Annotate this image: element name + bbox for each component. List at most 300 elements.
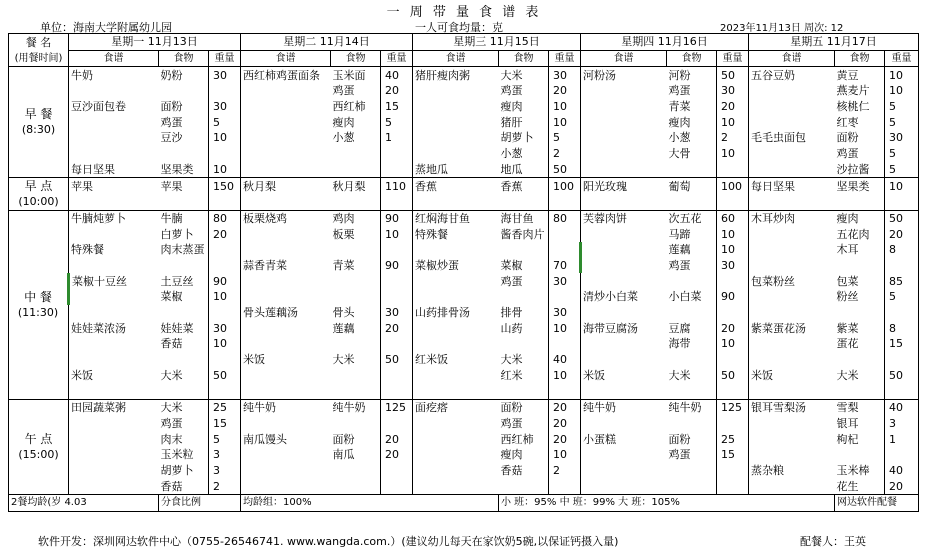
menu-row bbox=[9, 67, 919, 83]
menu-row bbox=[9, 178, 919, 194]
recipe-cell-wed: 山药排骨汤 bbox=[413, 305, 499, 321]
subheader-recipe-thu: 食谱 bbox=[581, 50, 667, 67]
weight-cell-fri: 8 bbox=[885, 242, 919, 258]
weight-cell-thu: 30 bbox=[717, 258, 749, 274]
food-cell-thu: 小葱 bbox=[667, 130, 717, 146]
recipe-cell-thu bbox=[581, 463, 667, 479]
footer-software: 软件开发：深圳网达软件中心（0755-26546741. www.wangda.com.）(建议幼儿每天在家饮奶5碗,以保证钙摄入量) bbox=[38, 535, 619, 548]
menu-row bbox=[9, 431, 919, 447]
weight-cell-thu: 100 bbox=[717, 178, 749, 194]
food-cell-mon: 大米 bbox=[159, 399, 209, 415]
weight-cell-mon bbox=[209, 383, 241, 399]
weight-cell-wed bbox=[549, 478, 581, 494]
weight-cell-mon: 90 bbox=[209, 273, 241, 289]
weight-cell-fri: 30 bbox=[885, 130, 919, 146]
weight-cell-tue: 10 bbox=[381, 226, 413, 242]
weight-cell-mon: 50 bbox=[209, 367, 241, 383]
weight-cell-tue: 20 bbox=[381, 320, 413, 336]
recipe-cell-tue: 纯牛奶 bbox=[241, 399, 331, 415]
recipe-cell-mon bbox=[69, 146, 159, 162]
food-cell-wed: 海甘鱼 bbox=[499, 210, 549, 226]
food-cell-tue bbox=[331, 478, 381, 494]
recipe-cell-fri bbox=[749, 114, 835, 130]
recipe-cell-fri: 毛毛虫面包 bbox=[749, 130, 835, 146]
recipe-cell-thu: 小蛋糕 bbox=[581, 431, 667, 447]
weight-cell-wed bbox=[549, 289, 581, 305]
recipe-cell-tue bbox=[241, 463, 331, 479]
recipe-cell-fri: 木耳炒肉 bbox=[749, 210, 835, 226]
food-cell-tue: 秋月梨 bbox=[331, 178, 381, 194]
food-cell-tue: 纯牛奶 bbox=[331, 399, 381, 415]
weight-cell-tue bbox=[381, 194, 413, 210]
recipe-cell-tue bbox=[241, 146, 331, 162]
food-cell-wed: 大米 bbox=[499, 352, 549, 368]
recipe-cell-wed: 红米饭 bbox=[413, 352, 499, 368]
food-cell-thu bbox=[667, 478, 717, 494]
weight-cell-thu bbox=[717, 162, 749, 178]
food-cell-fri: 花生 bbox=[835, 478, 885, 494]
weight-cell-fri: 10 bbox=[885, 83, 919, 99]
recipe-cell-fri bbox=[749, 83, 835, 99]
food-cell-fri bbox=[835, 352, 885, 368]
recipe-cell-mon bbox=[69, 226, 159, 242]
weight-cell-fri bbox=[885, 258, 919, 274]
subheader-recipe-wed: 食谱 bbox=[413, 50, 499, 67]
recipe-cell-mon bbox=[69, 258, 159, 274]
weight-cell-mon: 10 bbox=[209, 130, 241, 146]
weight-cell-thu: 10 bbox=[717, 226, 749, 242]
menu-row bbox=[9, 242, 919, 258]
meal-name: 早 点 bbox=[24, 178, 53, 193]
recipe-cell-fri bbox=[749, 162, 835, 178]
food-cell-tue: 鸡蛋 bbox=[331, 83, 381, 99]
weight-cell-wed bbox=[549, 336, 581, 352]
food-cell-mon: 娃娃菜 bbox=[159, 320, 209, 336]
meal-label bbox=[9, 67, 69, 178]
food-cell-fri bbox=[835, 258, 885, 274]
food-cell-mon: 菜椒 bbox=[159, 289, 209, 305]
recipe-cell-fri bbox=[749, 416, 835, 432]
food-cell-tue: 西红柿 bbox=[331, 99, 381, 115]
food-cell-thu: 葡萄 bbox=[667, 178, 717, 194]
weight-cell-fri: 10 bbox=[885, 67, 919, 83]
meal-label bbox=[9, 178, 69, 210]
subheader-food-tue: 食物 bbox=[331, 50, 381, 67]
unit-label: 单位：海南大学附属幼儿园 bbox=[40, 21, 172, 34]
food-cell-fri: 红枣 bbox=[835, 114, 885, 130]
weight-cell-mon bbox=[209, 305, 241, 321]
weight-cell-mon: 25 bbox=[209, 399, 241, 415]
recipe-cell-tue bbox=[241, 273, 331, 289]
weight-cell-thu: 30 bbox=[717, 83, 749, 99]
weight-cell-tue: 90 bbox=[381, 258, 413, 274]
recipe-cell-wed bbox=[413, 114, 499, 130]
recipe-cell-fri: 银耳雪梨汤 bbox=[749, 399, 835, 415]
food-cell-wed: 地瓜 bbox=[499, 162, 549, 178]
food-cell-tue bbox=[331, 383, 381, 399]
weight-cell-tue: 125 bbox=[381, 399, 413, 415]
weight-cell-thu: 20 bbox=[717, 99, 749, 115]
recipe-cell-fri bbox=[749, 146, 835, 162]
intake-label: 一人可食均量：克 bbox=[415, 21, 503, 34]
recipe-cell-thu bbox=[581, 130, 667, 146]
food-cell-thu bbox=[667, 194, 717, 210]
menu-row bbox=[9, 194, 919, 210]
summary-software: 网达软件配餐 bbox=[835, 494, 919, 511]
weight-cell-fri: 5 bbox=[885, 162, 919, 178]
recipe-cell-fri bbox=[749, 447, 835, 463]
food-cell-thu bbox=[667, 383, 717, 399]
subheader-weight-thu: 重量 bbox=[717, 50, 749, 67]
food-cell-fri: 燕麦片 bbox=[835, 83, 885, 99]
day-header-tue: 星期二 11月14日 bbox=[241, 34, 413, 51]
summary-avg-age: 2餐均龄(岁 4.03 bbox=[9, 494, 159, 511]
recipe-cell-mon: 每日坚果 bbox=[69, 162, 159, 178]
food-cell-mon bbox=[159, 83, 209, 99]
weight-cell-thu bbox=[717, 194, 749, 210]
food-cell-fri: 包菜 bbox=[835, 273, 885, 289]
recipe-cell-thu bbox=[581, 383, 667, 399]
food-cell-fri: 紫菜 bbox=[835, 320, 885, 336]
weight-cell-mon bbox=[209, 146, 241, 162]
food-cell-fri: 黄豆 bbox=[835, 67, 885, 83]
weight-cell-thu: 15 bbox=[717, 447, 749, 463]
food-cell-fri: 雪梨 bbox=[835, 399, 885, 415]
footer-chef: 配餐人：王英 bbox=[800, 535, 866, 548]
weight-cell-fri: 20 bbox=[885, 226, 919, 242]
weight-cell-mon: 10 bbox=[209, 162, 241, 178]
weight-cell-thu: 10 bbox=[717, 336, 749, 352]
recipe-cell-fri: 蒸杂粮 bbox=[749, 463, 835, 479]
food-cell-wed: 鸡蛋 bbox=[499, 273, 549, 289]
food-cell-thu bbox=[667, 162, 717, 178]
menu-row bbox=[9, 289, 919, 305]
food-cell-tue bbox=[331, 463, 381, 479]
recipe-cell-fri bbox=[749, 478, 835, 494]
food-cell-fri: 木耳 bbox=[835, 242, 885, 258]
weight-cell-wed: 50 bbox=[549, 162, 581, 178]
weight-cell-thu: 2 bbox=[717, 130, 749, 146]
recipe-cell-wed: 红焖海甘鱼 bbox=[413, 210, 499, 226]
recipe-cell-mon: 菜椒十豆丝 bbox=[69, 273, 159, 289]
weight-cell-fri: 5 bbox=[885, 99, 919, 115]
weight-cell-tue bbox=[381, 289, 413, 305]
food-cell-thu bbox=[667, 273, 717, 289]
recipe-cell-mon: 娃娃菜浓汤 bbox=[69, 320, 159, 336]
meal-time-header: (用餐时间) bbox=[9, 50, 69, 67]
food-cell-tue: 鸡肉 bbox=[331, 210, 381, 226]
recipe-cell-mon: 田园蔬菜粥 bbox=[69, 399, 159, 415]
recipe-cell-wed bbox=[413, 83, 499, 99]
weight-cell-fri: 3 bbox=[885, 416, 919, 432]
summary-class-ratio: 小 班：95% 中 班：99% 大 班：105% bbox=[499, 494, 835, 511]
date-info: 2023年11月13日 周次: 12 bbox=[720, 23, 844, 34]
weight-cell-mon bbox=[209, 258, 241, 274]
food-cell-thu: 纯牛奶 bbox=[667, 399, 717, 415]
menu-table bbox=[8, 33, 919, 512]
weight-cell-wed: 40 bbox=[549, 352, 581, 368]
weight-cell-wed bbox=[549, 194, 581, 210]
recipe-cell-thu bbox=[581, 447, 667, 463]
recipe-cell-wed bbox=[413, 130, 499, 146]
header-row-days bbox=[9, 34, 919, 51]
recipe-cell-tue bbox=[241, 383, 331, 399]
food-cell-mon: 香菇 bbox=[159, 336, 209, 352]
weight-cell-tue bbox=[381, 242, 413, 258]
food-cell-mon: 大米 bbox=[159, 367, 209, 383]
recipe-cell-tue bbox=[241, 194, 331, 210]
weight-cell-mon bbox=[209, 242, 241, 258]
weight-cell-wed: 10 bbox=[549, 447, 581, 463]
recipe-cell-thu bbox=[581, 416, 667, 432]
meal-time: (8:30) bbox=[21, 123, 56, 137]
food-cell-thu: 鸡蛋 bbox=[667, 83, 717, 99]
food-cell-wed: 鸡蛋 bbox=[499, 416, 549, 432]
food-cell-fri: 大米 bbox=[835, 367, 885, 383]
food-cell-wed: 菜椒 bbox=[499, 258, 549, 274]
menu-row bbox=[9, 352, 919, 368]
food-cell-thu: 河粉 bbox=[667, 67, 717, 83]
food-cell-mon: 豆沙 bbox=[159, 130, 209, 146]
food-cell-thu: 瘦肉 bbox=[667, 114, 717, 130]
food-cell-tue: 青菜 bbox=[331, 258, 381, 274]
menu-row bbox=[9, 226, 919, 242]
menu-row bbox=[9, 383, 919, 399]
recipe-cell-tue: 秋月梨 bbox=[241, 178, 331, 194]
weight-cell-thu bbox=[717, 478, 749, 494]
food-cell-wed: 红米 bbox=[499, 367, 549, 383]
food-cell-mon bbox=[159, 194, 209, 210]
weight-cell-mon: 80 bbox=[209, 210, 241, 226]
food-cell-mon bbox=[159, 146, 209, 162]
weight-cell-tue: 1 bbox=[381, 130, 413, 146]
subheader-food-fri: 食物 bbox=[835, 50, 885, 67]
food-cell-thu: 鸡蛋 bbox=[667, 258, 717, 274]
food-cell-wed: 瘦肉 bbox=[499, 99, 549, 115]
weight-cell-wed: 100 bbox=[549, 178, 581, 194]
weight-cell-thu bbox=[717, 383, 749, 399]
recipe-cell-fri bbox=[749, 431, 835, 447]
weight-cell-thu bbox=[717, 352, 749, 368]
recipe-cell-mon: 米饭 bbox=[69, 367, 159, 383]
food-cell-wed: 香蕉 bbox=[499, 178, 549, 194]
food-cell-wed bbox=[499, 383, 549, 399]
menu-row bbox=[9, 130, 919, 146]
weight-cell-tue: 20 bbox=[381, 431, 413, 447]
recipe-cell-tue: 蒜香青菜 bbox=[241, 258, 331, 274]
recipe-cell-mon: 苹果 bbox=[69, 178, 159, 194]
weight-cell-tue bbox=[381, 336, 413, 352]
day-header-mon: 星期一 11月13日 bbox=[69, 34, 241, 51]
weight-cell-thu: 20 bbox=[717, 320, 749, 336]
recipe-cell-thu: 清炒小白菜 bbox=[581, 289, 667, 305]
food-cell-wed bbox=[499, 336, 549, 352]
summary-group-ratio: 均龄组：100% bbox=[241, 494, 499, 511]
food-cell-thu: 大骨 bbox=[667, 146, 717, 162]
menu-row bbox=[9, 114, 919, 130]
recipe-cell-thu bbox=[581, 99, 667, 115]
menu-row bbox=[9, 273, 919, 289]
weight-cell-fri: 15 bbox=[885, 336, 919, 352]
weight-cell-fri: 5 bbox=[885, 146, 919, 162]
recipe-cell-wed bbox=[413, 416, 499, 432]
food-cell-tue bbox=[331, 273, 381, 289]
menu-row bbox=[9, 463, 919, 479]
subheader-weight-mon: 重量 bbox=[209, 50, 241, 67]
food-cell-thu: 鸡蛋 bbox=[667, 447, 717, 463]
food-cell-thu: 青菜 bbox=[667, 99, 717, 115]
weight-cell-tue: 5 bbox=[381, 114, 413, 130]
weight-cell-fri: 20 bbox=[885, 478, 919, 494]
day-header-fri: 星期五 11月17日 bbox=[749, 34, 919, 51]
weight-cell-tue: 30 bbox=[381, 305, 413, 321]
weight-cell-wed: 10 bbox=[549, 99, 581, 115]
recipe-cell-fri bbox=[749, 289, 835, 305]
recipe-cell-fri bbox=[749, 226, 835, 242]
weight-cell-mon: 3 bbox=[209, 463, 241, 479]
recipe-cell-tue bbox=[241, 367, 331, 383]
weight-cell-wed: 10 bbox=[549, 320, 581, 336]
recipe-cell-mon: 牛腩炖萝卜 bbox=[69, 210, 159, 226]
subheader-food-thu: 食物 bbox=[667, 50, 717, 67]
weight-cell-mon: 30 bbox=[209, 99, 241, 115]
weight-cell-mon bbox=[209, 352, 241, 368]
recipe-cell-mon bbox=[69, 336, 159, 352]
weight-cell-wed: 10 bbox=[549, 367, 581, 383]
food-cell-tue bbox=[331, 194, 381, 210]
weight-cell-wed: 2 bbox=[549, 463, 581, 479]
food-cell-mon bbox=[159, 305, 209, 321]
food-cell-wed: 猪肝 bbox=[499, 114, 549, 130]
food-cell-thu: 次五花 bbox=[667, 210, 717, 226]
recipe-cell-fri bbox=[749, 352, 835, 368]
weight-cell-mon: 2 bbox=[209, 478, 241, 494]
recipe-cell-thu bbox=[581, 305, 667, 321]
recipe-cell-thu: 纯牛奶 bbox=[581, 399, 667, 415]
weight-cell-thu: 125 bbox=[717, 399, 749, 415]
food-cell-mon: 鸡蛋 bbox=[159, 114, 209, 130]
subheader-recipe-mon: 食谱 bbox=[69, 50, 159, 67]
weight-cell-thu: 60 bbox=[717, 210, 749, 226]
weight-cell-mon bbox=[209, 194, 241, 210]
food-cell-mon: 肉末蒸蛋 bbox=[159, 242, 209, 258]
recipe-cell-thu bbox=[581, 83, 667, 99]
recipe-cell-tue bbox=[241, 336, 331, 352]
food-cell-thu bbox=[667, 416, 717, 432]
weight-cell-tue bbox=[381, 367, 413, 383]
food-cell-tue: 瘦肉 bbox=[331, 114, 381, 130]
food-cell-mon: 坚果类 bbox=[159, 162, 209, 178]
food-cell-wed: 山药 bbox=[499, 320, 549, 336]
recipe-cell-thu bbox=[581, 194, 667, 210]
food-cell-tue: 莲藕 bbox=[331, 320, 381, 336]
recipe-cell-mon bbox=[69, 289, 159, 305]
weight-cell-thu bbox=[717, 305, 749, 321]
weight-cell-wed bbox=[549, 226, 581, 242]
recipe-cell-tue: 南瓜馒头 bbox=[241, 431, 331, 447]
recipe-cell-tue bbox=[241, 99, 331, 115]
weight-cell-thu bbox=[717, 416, 749, 432]
food-cell-mon: 肉末 bbox=[159, 431, 209, 447]
meal-name: 早 餐 bbox=[24, 107, 53, 122]
weight-cell-thu: 10 bbox=[717, 114, 749, 130]
meal-label bbox=[9, 399, 69, 494]
menu-row bbox=[9, 258, 919, 274]
recipe-cell-tue bbox=[241, 83, 331, 99]
recipe-cell-fri bbox=[749, 258, 835, 274]
weight-cell-tue: 50 bbox=[381, 352, 413, 368]
weight-cell-tue: 15 bbox=[381, 99, 413, 115]
meal-name-header: 餐 名 bbox=[9, 34, 69, 51]
weight-cell-thu: 90 bbox=[717, 289, 749, 305]
food-cell-fri: 五花肉 bbox=[835, 226, 885, 242]
weight-cell-wed: 80 bbox=[549, 210, 581, 226]
recipe-cell-mon bbox=[69, 478, 159, 494]
food-cell-mon bbox=[159, 383, 209, 399]
food-cell-wed bbox=[499, 194, 549, 210]
recipe-cell-wed bbox=[413, 320, 499, 336]
summary-row bbox=[9, 494, 919, 511]
food-cell-mon: 白萝卜 bbox=[159, 226, 209, 242]
meal-time: (11:30) bbox=[17, 305, 59, 319]
recipe-cell-wed: 面疙瘩 bbox=[413, 399, 499, 415]
weight-cell-wed: 5 bbox=[549, 130, 581, 146]
recipe-cell-thu bbox=[581, 352, 667, 368]
weight-cell-fri: 10 bbox=[885, 178, 919, 194]
weight-cell-wed: 20 bbox=[549, 431, 581, 447]
weight-cell-wed bbox=[549, 383, 581, 399]
food-cell-mon: 面粉 bbox=[159, 99, 209, 115]
weight-cell-fri: 5 bbox=[885, 289, 919, 305]
recipe-cell-wed bbox=[413, 447, 499, 463]
recipe-cell-tue bbox=[241, 242, 331, 258]
food-cell-wed bbox=[499, 242, 549, 258]
weight-cell-tue bbox=[381, 383, 413, 399]
recipe-cell-fri bbox=[749, 305, 835, 321]
weight-cell-tue bbox=[381, 416, 413, 432]
food-cell-wed: 排骨 bbox=[499, 305, 549, 321]
food-cell-thu: 莲藕 bbox=[667, 242, 717, 258]
weight-cell-fri: 85 bbox=[885, 273, 919, 289]
weight-cell-wed: 20 bbox=[549, 83, 581, 99]
recipe-cell-mon bbox=[69, 447, 159, 463]
food-cell-thu: 马蹄 bbox=[667, 226, 717, 242]
menu-row bbox=[9, 320, 919, 336]
weight-cell-thu bbox=[717, 463, 749, 479]
menu-row bbox=[9, 399, 919, 415]
recipe-cell-thu: 米饭 bbox=[581, 367, 667, 383]
recipe-cell-tue bbox=[241, 162, 331, 178]
weight-cell-mon bbox=[209, 83, 241, 99]
food-cell-tue bbox=[331, 146, 381, 162]
summary-ratio-label: 分食比例 bbox=[159, 494, 241, 511]
menu-row bbox=[9, 305, 919, 321]
subheader-food-wed: 食物 bbox=[499, 50, 549, 67]
recipe-cell-thu: 海带豆腐汤 bbox=[581, 320, 667, 336]
subheader-food-mon: 食物 bbox=[159, 50, 209, 67]
weight-cell-tue bbox=[381, 463, 413, 479]
recipe-cell-thu bbox=[581, 336, 667, 352]
weight-cell-wed: 20 bbox=[549, 399, 581, 415]
recipe-cell-tue bbox=[241, 416, 331, 432]
subheader-weight-wed: 重量 bbox=[549, 50, 581, 67]
food-cell-fri bbox=[835, 194, 885, 210]
food-cell-mon: 苹果 bbox=[159, 178, 209, 194]
recipe-cell-wed bbox=[413, 273, 499, 289]
recipe-cell-thu bbox=[581, 478, 667, 494]
menu-row bbox=[9, 210, 919, 226]
recipe-cell-thu bbox=[581, 258, 667, 274]
